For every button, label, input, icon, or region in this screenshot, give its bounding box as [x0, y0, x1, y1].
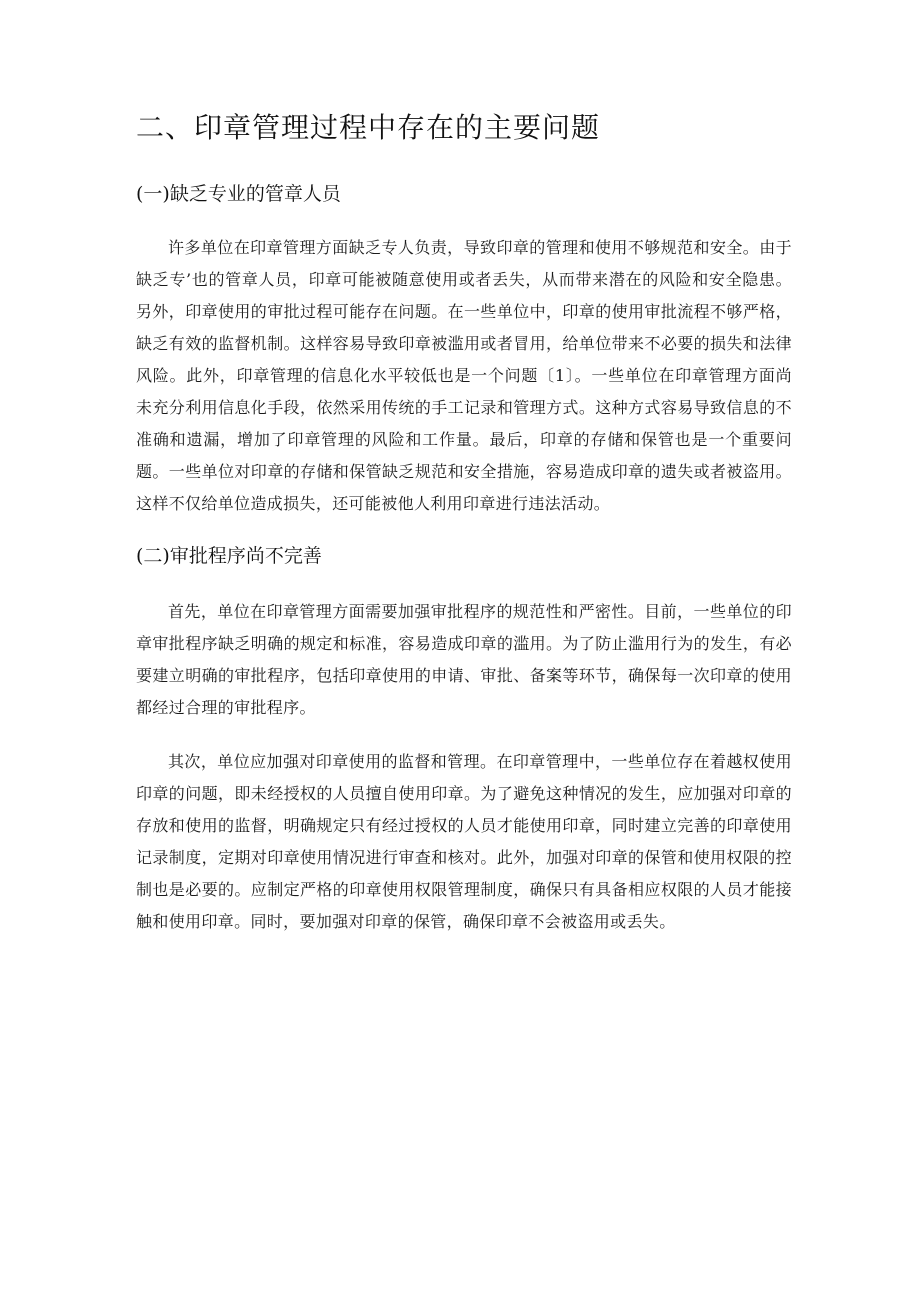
section-1-title: (一)缺乏专业的管章人员 [136, 183, 341, 205]
document-body [136, 100, 792, 938]
section-2-paragraph-2: 其次，单位应加强对印章使用的监督和管理。在印章管理中，一些单位存在着越权使用印章的问题，即未经授权的人员擅自使用印章。为了避免这种情况的发生，应加强对印章的存放和使用的监督，明确规定只有经过授权的人员才能使用印章，同时建立完善的印章使用记录制度，定期对印章使用情况进行审查和核对。此外，加强对印章的保管和使用权限的控制也是必要的。应制定严格的印章使用权限管理制度，确保只有具备相应权限的人员才能接触和使用印章。同时，要加强对印章的保管，确保印章不会被盗用或丢失。 [136, 752, 792, 931]
chapter-heading: 二、印章管理过程中存在的主要问题 [136, 111, 601, 144]
section-2-title: (二)审批程序尚不完善 [136, 545, 322, 567]
section-1-paragraph-1: 许多单位在印章管理方面缺乏专人负责，导致印章的管理和使用不够规范和安全。由于缺乏专’也的管章人员，印章可能被随意使用或者丢失，从而带来潜在的风险和安全隐患。另外，印章使用的审批过程可能存在问题。在一些单位中，印章的使用审批流程不够严格，缺乏有效的监督机制。这样容易导致印章被滥用或者冒用，给单位带来不必要的损失和法律风险。此外，印章管理的信息化水平较低也是一个问题〔1〕。一些单位在印章管理方面尚未充分利用信息化手段，依然采用传统的手工记录和管理方式。这种方式容易导致信息的不准确和遗漏，增加了印章管理的风险和工作量。最后，印章的存储和保管也是一个重要问题。一些单位对印章的存储和保管缺乏规范和安全措施，容易造成印章的遗失或者被盗用。这样不仅给单位造成损失，还可能被他人利用印章进行违法活动。 [136, 238, 792, 513]
section-2-paragraph-1: 首先，单位在印章管理方面需要加强审批程序的规范性和严密性。目前，一些单位的印章审批程序缺乏明确的规定和标准，容易造成印章的滥用。为了防止滥用行为的发生，有必要建立明确的审批程序，包括印章使用的申请、审批、备案等环节，确保每一次印章的使用都经过合理的审批程序。 [136, 602, 792, 717]
